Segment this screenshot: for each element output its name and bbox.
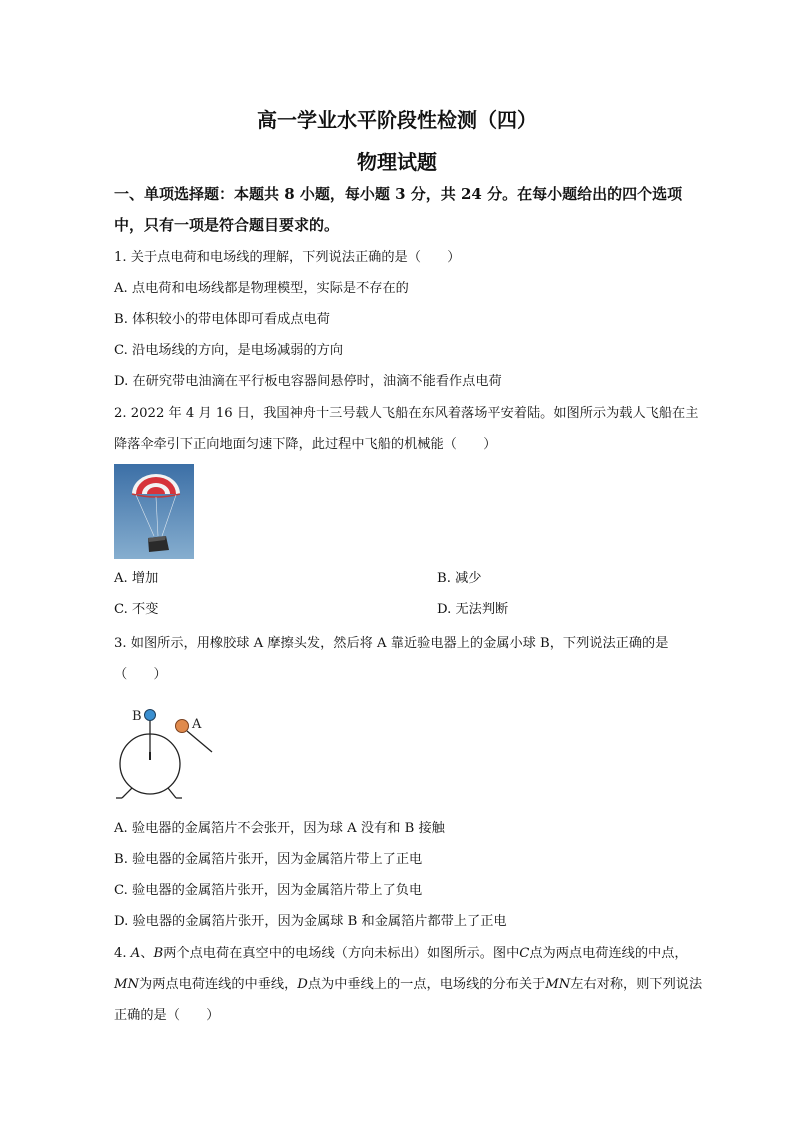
electroscope-figure bbox=[114, 702, 224, 802]
q2-option-a: A. 增加 bbox=[114, 571, 159, 586]
q4-text-5: 点为中垂线上的一点，电场线的分布关于 bbox=[307, 977, 546, 992]
q4-var-mn: MN bbox=[114, 977, 140, 992]
q4-text-1: 、 bbox=[140, 946, 154, 961]
q4-var-c: C bbox=[519, 946, 530, 961]
label-b: B bbox=[132, 709, 142, 724]
q3-option-b: B. 验电器的金属箔片张开，因为金属箔片带上了正电 bbox=[114, 852, 423, 867]
section-heading: 一、单项选择题：本题共 8 小题，每小题 3 分，共 24 分。在每小题给出的四个选项中，只有一项是符合题目要求的。 bbox=[114, 185, 683, 234]
q1-option-c: C. 沿电场线的方向，是电场减弱的方向 bbox=[114, 343, 344, 358]
q1-stem: 1. 关于点电荷和电场线的理解，下列说法正确的是（ ） bbox=[114, 250, 461, 265]
q2-option-c: C. 不变 bbox=[114, 602, 159, 617]
q4-text-4: 为两点电荷连线的中垂线， bbox=[139, 977, 298, 992]
q4-var-mn-2: MN bbox=[545, 977, 571, 992]
q4-text-3: 点为两点电荷连线的中点， bbox=[529, 946, 688, 961]
q2-option-d: D. 无法判断 bbox=[437, 602, 509, 617]
q1-option-b: B. 体积较小的带电体即可看成点电荷 bbox=[114, 312, 330, 327]
q3-option-a: A. 验电器的金属箔片不会张开，因为球 A 没有和 B 接触 bbox=[114, 821, 445, 836]
q1-option-d: D. 在研究带电油滴在平行板电容器间悬停时，油滴不能看作点电荷 bbox=[114, 374, 502, 389]
q3-option-d: D. 验电器的金属箔片张开，因为金属球 B 和金属箔片都带上了正电 bbox=[114, 914, 507, 929]
q4-number: 4. bbox=[114, 946, 131, 961]
q4-text-6: 左右对称，则下列说法正确的是（ ） bbox=[114, 977, 703, 1023]
label-a: A bbox=[192, 717, 202, 732]
page-title: 高一学业水平阶段性检测（四） bbox=[257, 108, 537, 132]
q4-stem bbox=[114, 938, 704, 1031]
q4-var-a: A bbox=[130, 946, 141, 961]
page-subtitle: 物理试题 bbox=[357, 150, 437, 174]
q4-var-d: D bbox=[297, 977, 308, 992]
q4-var-b: B bbox=[153, 946, 164, 961]
parachute-photo bbox=[114, 464, 194, 559]
q3-stem: 3. 如图所示，用橡胶球 A 摩擦头发，然后将 A 靠近验电器上的金属小球 B，下列说法正确的是（ ） bbox=[114, 636, 669, 682]
q2-option-b: B. 减少 bbox=[437, 571, 482, 586]
q1-option-a: A. 点电荷和电场线都是物理模型，实际是不存在的 bbox=[114, 281, 409, 296]
q2-stem: 2. 2022 年 4 月 16 日，我国神舟十三号载人飞船在东风着落场平安着陆。如图所示为载人飞船在主降落伞牵引下正向地面匀速下降，此过程中飞船的机械能（ ） bbox=[114, 406, 699, 452]
q4-text-2: 两个点电荷在真空中的电场线（方向未标出）如图所示。图中 bbox=[163, 946, 520, 961]
q3-option-c: C. 验电器的金属箔片张开，因为金属箔片带上了负电 bbox=[114, 883, 423, 898]
